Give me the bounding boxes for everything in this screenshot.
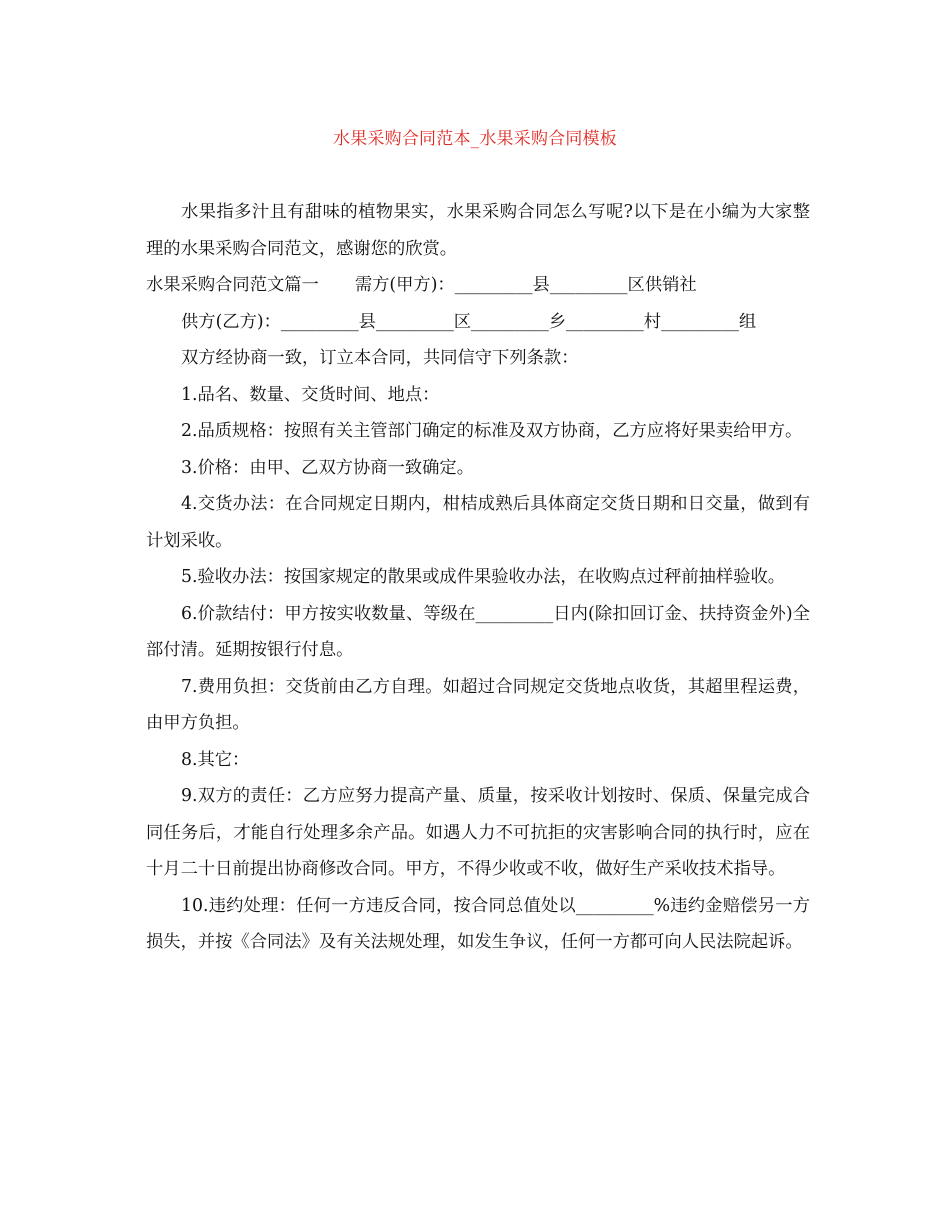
clause-8: 8.其它： (181, 749, 250, 770)
clause-1: 1.品名、数量、交货时间、地点： (181, 384, 440, 405)
clause-6: 6.价款结付：甲方按实收数量、等级在_________日内(除扣回订金、扶持资金外)全部付清。延期按银行付息。 (146, 603, 810, 660)
clause-7: 7.费用负担：交货前由乙方自理。如超过合同规定交货地点收货，其超里程运费，由甲方负担。 (146, 676, 810, 733)
document-body (146, 194, 810, 961)
intro-paragraph: 水果指多汁且有甜味的植物果实，水果采购合同怎么写呢?以下是在小编为大家整理的水果采购合同范文，感谢您的欣赏。 (146, 202, 810, 259)
clause-2: 2.品质规格：按照有关主管部门确定的标准及双方协商，乙方应将好果卖给甲方。 (181, 421, 803, 441)
agreement-line: 双方经协商一致，订立本合同，共同信守下列条款： (181, 348, 579, 368)
section-title: 水果采购合同范文篇一 (146, 275, 319, 295)
clause-9: 9.双方的责任：乙方应努力提高产量、质量，按采收计划按时、保质、保量完成合同任务后，才能自行处理多余产品。如遇人力不可抗拒的灾害影响合同的执行时，应在十月二十日前提出协商修改合同。甲方，不得少收或不收，做好生产采收技术指导。 (146, 786, 810, 879)
seller-line: 供方(乙方)：_________县_________区_________乡_________村_________组 (181, 311, 757, 332)
clause-3: 3.价格：由甲、乙双方协商一致确定。 (181, 457, 474, 478)
section-heading-row (146, 267, 810, 304)
document-title: 水果采购合同范本_水果采购合同模板 (333, 129, 617, 149)
clause-10: 10.违约处理：任何一方违反合同，按合同总值处以_________%违约金赔偿另一方损失，并按《合同法》及有关法规处理，如发生争议，任何一方都可向人民法院起诉。 (146, 895, 810, 952)
clause-5: 5.验收办法：按国家规定的散果或成件果验收办法，在收购点过秤前抽样验收。 (181, 567, 786, 587)
clause-4: 4.交货办法：在合同规定日期内，柑桔成熟后具体商定交货日期和日交量，做到有计划采收。 (146, 494, 810, 551)
buyer-line: 需方(甲方)：_________县_________区供销社 (354, 275, 697, 295)
